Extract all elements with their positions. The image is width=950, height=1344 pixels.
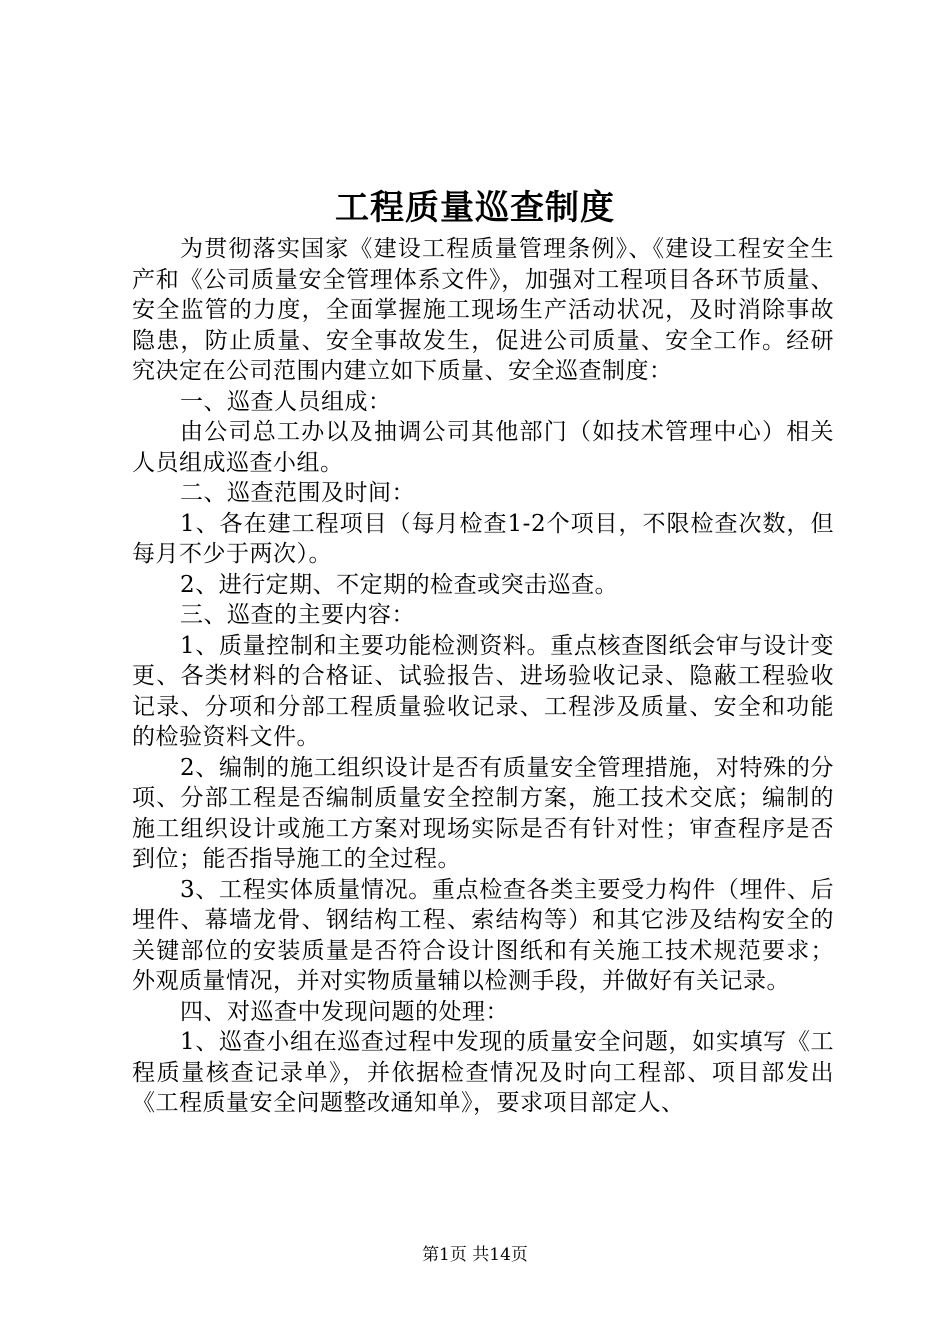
paragraph-scope-1: 1、各在建工程项目（每月检查1-2个项目，不限检查次数，但每月不少于两次）。 <box>132 510 834 567</box>
section-heading-personnel: 一、巡查人员组成： <box>180 388 392 415</box>
paragraph-scope-2: 2、进行定期、不定期的检查或突击巡查。 <box>180 571 619 598</box>
section-heading-content: 三、巡查的主要内容： <box>180 602 415 628</box>
section-heading-handling: 四、对巡查中发现问题的处理： <box>180 998 509 1025</box>
paragraph-handling-1: 1、巡查小组在巡查过程中发现的质量安全问题，如实填写《工程质量核查记录单》，并依据检查情况及时向工程部、项目部发出《工程质量安全问题整改通知单》，要求项目部定人、 <box>132 1029 834 1116</box>
document-body <box>132 234 834 1119</box>
section-heading-scope: 二、巡查范围及时间： <box>180 480 415 506</box>
page-footer <box>0 1244 950 1266</box>
paragraph-content-2: 2、编制的施工组织设计是否有质量安全管理措施，对特殊的分项、分部工程是否编制质量安全控制方案，施工技术交底；编制的施工组织设计或施工方案对现场实际是否有针对性；审查程序是否到位；能否指导施工的全过程。 <box>132 754 834 872</box>
paragraph-personnel: 由公司总工办以及抽调公司其他部门（如技术管理中心）相关人员组成巡查小组。 <box>132 419 834 476</box>
document-title: 工程质量巡查制度 <box>335 188 615 228</box>
page-total: 共14页 <box>472 1245 528 1265</box>
paragraph-content-3: 3、工程实体质量情况。重点检查各类主要受力构件（埋件、后埋件、幕墙龙骨、钢结构工程、索结构等）和其它涉及结构安全的关键部位的安装质量是否符合设计图纸和有关施工技术规范要求；外观质量情况，并对实物质量辅以检测手段，并做好有关记录。 <box>132 876 834 994</box>
page-number: 第1页 <box>422 1245 467 1265</box>
paragraph-content-1: 1、质量控制和主要功能检测资料。重点核查图纸会审与设计变更、各类材料的合格证、试验报告、进场验收记录、隐蔽工程验收记录、分项和分部工程质量验收记录、工程涉及质量、安全和功能的检验资料文件。 <box>132 632 834 750</box>
intro-paragraph: 为贯彻落实国家《建设工程质量管理条例》、《建设工程安全生产和《公司质量安全管理体系文件》，加强对工程项目各环节质量、安全监管的力度，全面掌握施工现场生产活动状况，及时消除事故隐患，防止质量、安全事故发生，促进公司质量、安全工作。经研究决定在公司范围内建立如下质量、安全巡查制度： <box>132 236 834 384</box>
